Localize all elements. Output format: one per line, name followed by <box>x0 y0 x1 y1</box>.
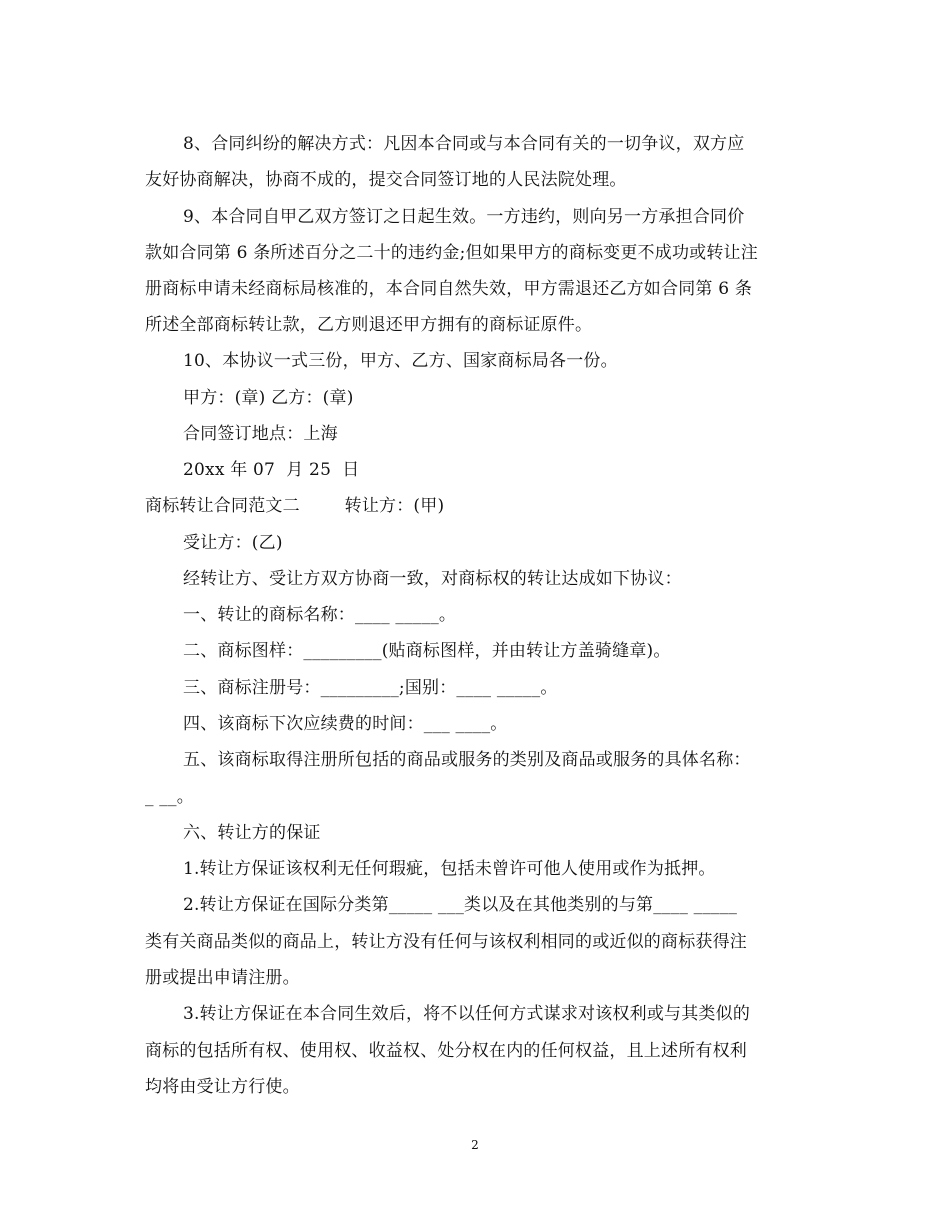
paragraph-line: 9、本合同自甲乙双方签订之日起生效。一方违约，则向另一方承担合同价 <box>183 207 745 227</box>
paragraph-line: _ __。 <box>145 787 194 807</box>
paragraph-line: 二、商标图样：_________(贴商标图样，并由转让方盖骑缝章)。 <box>183 641 671 661</box>
paragraph-line: 受让方：(乙) <box>183 533 283 553</box>
signature-line: 甲方：(章) 乙方：(章) <box>183 388 354 408</box>
signing-date: 20xx 年 07 月 25 日 <box>183 460 360 480</box>
paragraph-line: 友好协商解决，协商不成的，提交合同签订地的人民法院处理。 <box>145 170 627 190</box>
paragraph-line: 3.转让方保证在本合同生效后，将不以任何方式谋求对该权利或与其类似的 <box>183 1004 751 1024</box>
paragraph-line: 一、转让的商标名称：____ _____。 <box>183 605 457 625</box>
paragraph-line: 五、该商标取得注册所包括的商品或服务的类别及商品或服务的具体名称： <box>183 750 751 770</box>
paragraph-line: 经转让方、受让方双方协商一致，对商标权的转让达成如下协议： <box>183 569 682 589</box>
paragraph-line: 10、本协议一式三份，甲方、乙方、国家商标局各一份。 <box>183 351 618 371</box>
section-heading: 六、转让方的保证 <box>183 823 321 843</box>
paragraph-line: 类有关商品类似的商品上，转让方没有任何与该权利相同的或近似的商标获得注 <box>145 932 747 952</box>
signing-location: 合同签订地点：上海 <box>183 424 338 444</box>
paragraph-line: 8、合同纠纷的解决方式：凡因本合同或与本合同有关的一切争议，双方应 <box>183 134 745 154</box>
paragraph-line: 册或提出申请注册。 <box>145 968 300 988</box>
paragraph-line: 四、该商标下次应续费的时间：___ ____。 <box>183 714 508 734</box>
paragraph-line: 款如合同第 6 条所述百分之二十的违约金;但如果甲方的商标变更不成功或转让注 <box>145 243 758 263</box>
section-title: 商标转让合同范文二 转让方：(甲) <box>145 496 445 516</box>
paragraph-line: 三、商标注册号：_________;国别：____ _____。 <box>183 678 558 698</box>
paragraph-line: 1.转让方保证该权利无任何瑕疵，包括未曾许可他人使用或作为抵押。 <box>183 859 716 879</box>
paragraph-line: 均将由受让方行使。 <box>145 1077 300 1097</box>
paragraph-line: 所述全部商标转让款，乙方则退还甲方拥有的商标证原件。 <box>145 315 593 335</box>
paragraph-line: 2.转让方保证在国际分类第_____ ___类以及在其他类别的与第____ _____ <box>183 895 738 915</box>
page-number: 2 <box>471 1138 479 1152</box>
paragraph-line: 册商标申请未经商标局核准的，本合同自然失效，甲方需退还乙方如合同第 6 条 <box>145 279 753 299</box>
paragraph-line: 商标的包括所有权、使用权、收益权、处分权在内的任何权益，且上述所有权利 <box>145 1041 747 1061</box>
